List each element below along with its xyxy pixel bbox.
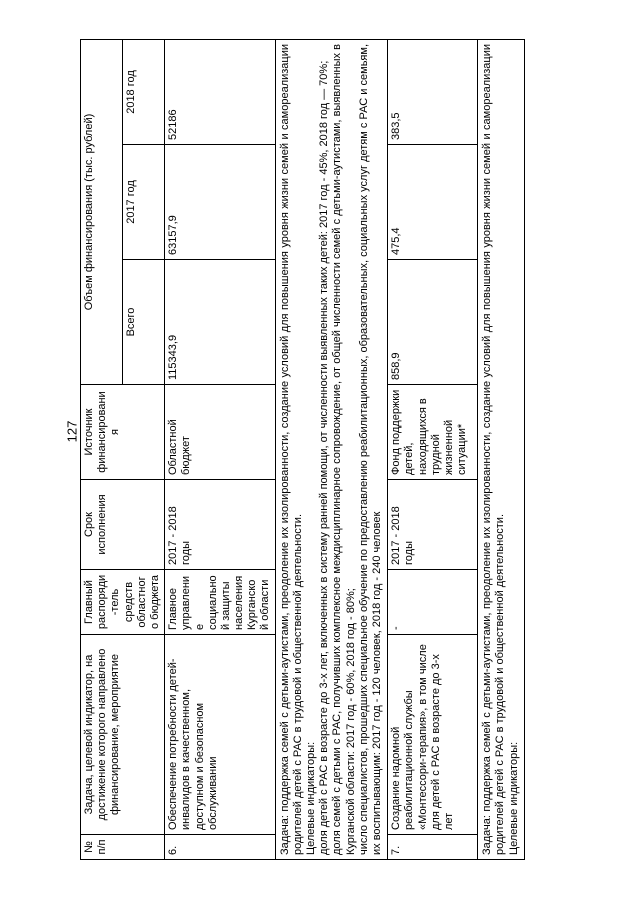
task-text: Задача: поддержка семей с детьми-аутистами, преодоление их изолированности, создание условий для повышения уровня жизни семей и самореализации родителей детей с РАС в трудовой и общественной деятельности. bbox=[481, 43, 507, 855]
header-task: Задача, целевой индикатор, на достижение которого направлено финансирование, мероприятие bbox=[81, 635, 165, 835]
header-total: Всего bbox=[123, 260, 165, 385]
indicator-3: число специалистов, прошедших специальное обучение по предоставлению реабилитационных, образовательных, социальных услуг детям с РАС и семьям, их воспитывающим: 2017 год - 120 человек, 2018 год - 240 человек bbox=[357, 43, 383, 855]
row-term: 2017 - 2018 годы bbox=[165, 480, 276, 570]
header-distributor: Главный распоряди-тель средств областного бюджета bbox=[81, 570, 165, 635]
table-row bbox=[165, 39, 276, 859]
indicators-title: Целевые индикаторы: bbox=[305, 741, 317, 855]
row-source: Областной бюджет bbox=[165, 385, 276, 480]
row-term: 2017 - 2018 годы bbox=[388, 480, 478, 570]
rotated-page bbox=[80, 40, 550, 860]
header-volume: Объем финансирования (тыс. рублей) bbox=[81, 39, 123, 384]
row-distributor: Главное управление социальной защиты населения Курганской области bbox=[165, 570, 276, 635]
row-num: 7. bbox=[388, 835, 478, 860]
row-source: Фонд поддержки детей, находящихся в трудной жизненной ситуации* bbox=[388, 385, 478, 480]
task-block bbox=[478, 39, 525, 859]
header-term: Срок исполнения bbox=[81, 480, 165, 570]
financing-table bbox=[80, 39, 525, 860]
row-2018: 52186 bbox=[165, 39, 276, 144]
row-total: 858,9 bbox=[388, 260, 478, 385]
row-2017: 475,4 bbox=[388, 145, 478, 260]
header-source: Источник финансирования bbox=[81, 385, 165, 480]
indicators-title: Целевые индикаторы: bbox=[507, 741, 520, 855]
header-2017: 2017 год bbox=[123, 145, 165, 260]
task-text: Задача: поддержка семей с детьми-аутистами, преодоление их изолированности, создание условий для повышения уровня жизни семей и самореализации родителей детей с РАС в трудовой и общественной деятельности. bbox=[278, 43, 304, 855]
header-num: № п/п bbox=[81, 835, 165, 860]
task-block bbox=[275, 39, 388, 859]
row-event: Создание надомной реабилитационной службы «Монтессори-терапия», в том числе для детей с РАС в возрасте до 3-х лет bbox=[388, 635, 478, 835]
table-row bbox=[388, 39, 478, 859]
header-2018: 2018 год bbox=[123, 39, 165, 144]
row-event: Обеспечение потребности детей-инвалидов в качественном, доступном и безопасном обслуживании bbox=[165, 635, 276, 835]
row-num: 6. bbox=[165, 835, 276, 860]
row-2018: 383,5 bbox=[388, 39, 478, 144]
row-distributor: - bbox=[388, 570, 478, 635]
table-stage bbox=[80, 40, 550, 860]
row-2017: 63157,9 bbox=[165, 145, 276, 260]
indicator-2: доля семей с детьми с РАС, получивших комплексное междисциплинарное сопровождение, от общей численности семей с детьми-аутистами, выявленных в Курганской области: 2017 год - 60%, 2018 год - 80%; bbox=[331, 43, 357, 855]
page-number: 127 bbox=[64, 420, 80, 443]
indicator-1: доля детей с РАС в возрасте до 3-х лет, включенных в систему ранней помощи, от численности выявленных таких детей: 2017 год - 45%, 2018 год — 70%; bbox=[318, 60, 331, 855]
row-total: 115343,9 bbox=[165, 260, 276, 385]
